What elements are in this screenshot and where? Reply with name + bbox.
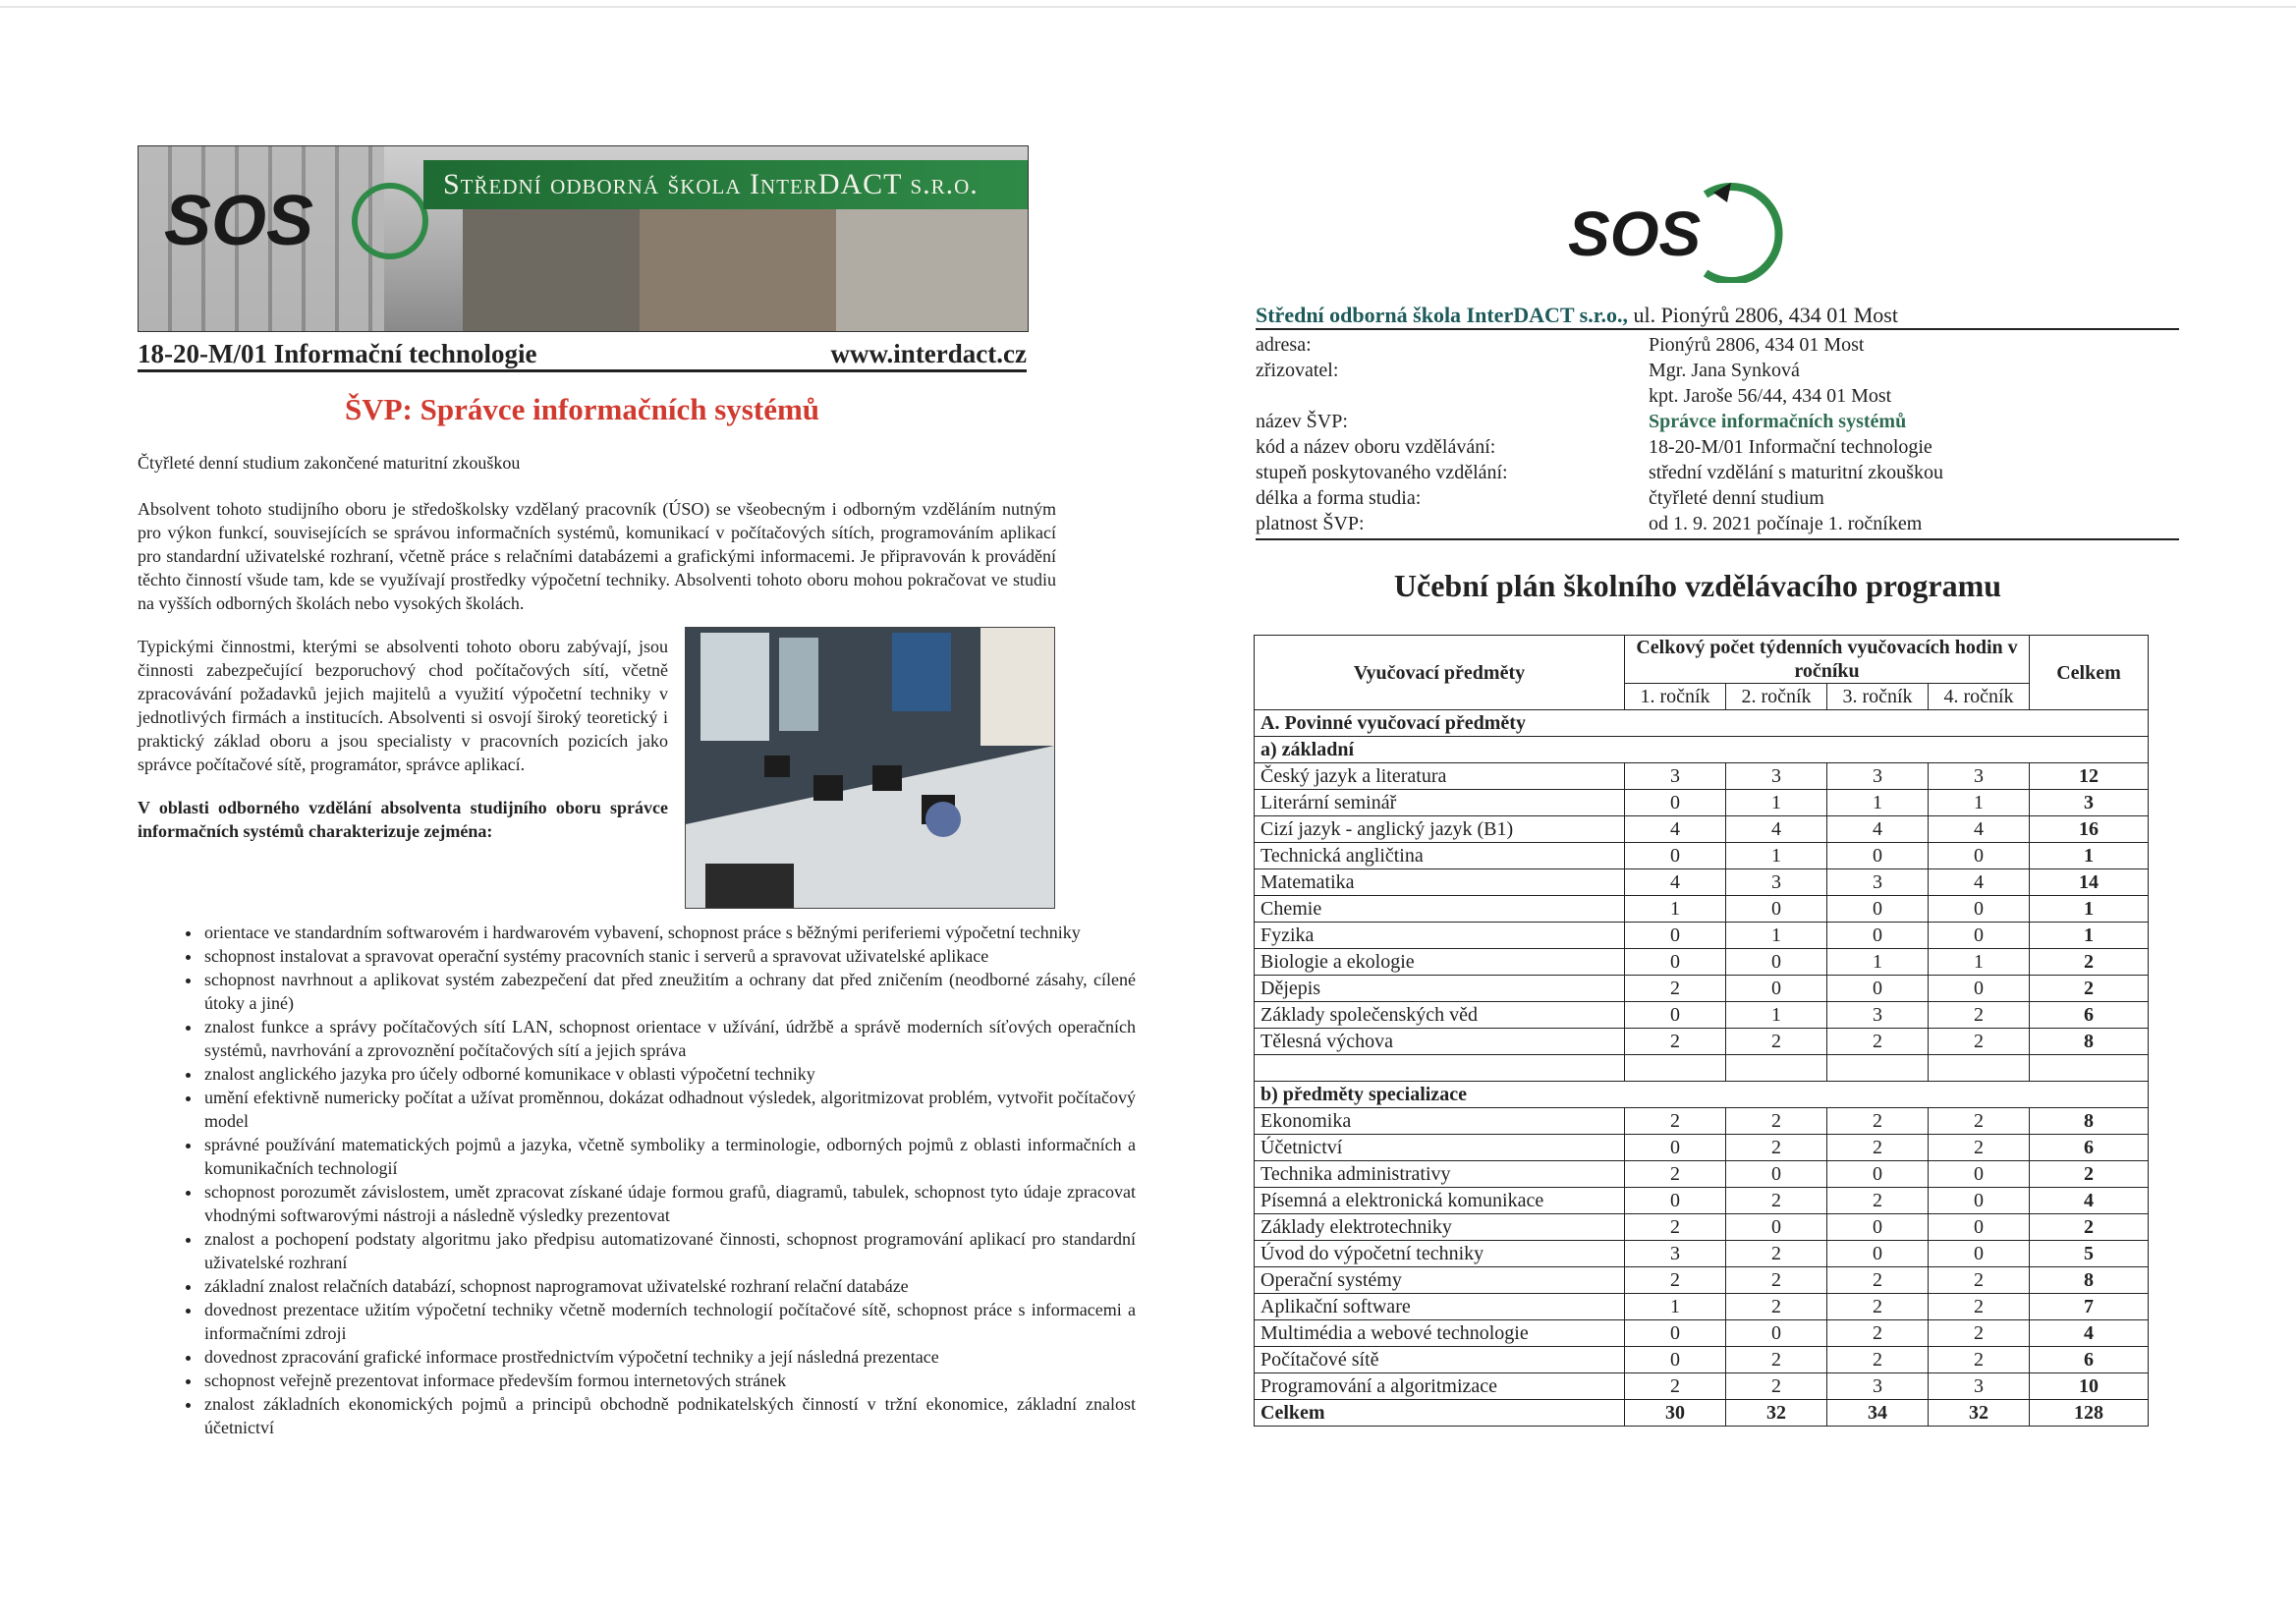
total-cell: 3 [2030, 790, 2149, 816]
hours-cell: 2 [1726, 1294, 1827, 1320]
plan-title: Učební plán školního vzdělávacího programu [1393, 568, 2002, 603]
table-cell [1255, 1055, 1625, 1082]
table-row [1255, 816, 2149, 843]
list-item: • znalost a pochopení podstaty algoritmu jako předpisu automatizované činnosti, schopnost programování aplikací pro standardní uživatelské rozhraní [202, 1227, 1136, 1274]
hours-cell: 0 [1929, 1161, 2030, 1188]
hours-cell: 3 [1827, 1373, 1929, 1400]
hours-cell: 3 [1726, 869, 1827, 896]
subject-name: Cizí jazyk - anglický jazyk (B1) [1255, 816, 1625, 843]
hours-cell: 2 [1726, 1135, 1827, 1161]
hours-cell: 0 [1929, 1241, 2030, 1267]
subject-name: Tělesná výchova [1255, 1029, 1625, 1055]
header-subjects: Vyučovací předměty [1255, 636, 1625, 710]
school-info-block [1256, 332, 2179, 540]
info-label: platnost ŠVP: [1256, 513, 1365, 534]
subject-name: Písemná a elektronická komunikace [1255, 1188, 1625, 1214]
hours-cell: 0 [1625, 1002, 1726, 1029]
table-row [1255, 1347, 2149, 1373]
sos-logo-text: SOS [1568, 198, 1702, 269]
info-value: 18-20-M/01 Informační technologie [1649, 436, 1932, 458]
activities-paragraph: Typickými činnostmi, kterými se absolventi tohoto oboru zabývají, jsou činnosti zabezpečující bezporuchový chod počítačových sítí, včetně zpracovávání požadavků jejich majitelů a využití výpočetní techniky v jednotlivých firmách a institucích. Absolventi si osvojí široký teoretický i praktický základ oboru a jsou specialisty v pracovních pozicích jako správce počítačové sítě, programátor, správce aplikací. [138, 637, 668, 774]
school-name: Střední odborná škola InterDACT s.r.o., [1256, 303, 1628, 327]
group-a [1255, 737, 2149, 763]
hours-cell: 2 [1625, 1108, 1726, 1135]
subject-name: Operační systémy [1255, 1267, 1625, 1294]
table-cell [1625, 1055, 1726, 1082]
subject-name: Ekonomika [1255, 1108, 1625, 1135]
total-cell: 1 [2030, 843, 2149, 869]
hours-cell: 2 [1625, 1161, 1726, 1188]
hours-cell: 1 [1827, 790, 1929, 816]
group-a-label: a) základní [1255, 737, 2149, 763]
hours-cell: 2 [1929, 1347, 2030, 1373]
hours-cell: 0 [1625, 1320, 1726, 1347]
hours-cell: 0 [1625, 949, 1726, 976]
table-row [1255, 1241, 2149, 1267]
hours-cell: 2 [1726, 1267, 1827, 1294]
hours-cell: 0 [1726, 1161, 1827, 1188]
total-cell: 7 [2030, 1294, 2149, 1320]
hours-cell: 1 [1726, 1002, 1827, 1029]
table-row [1255, 1267, 2149, 1294]
total-cell: 8 [2030, 1267, 2149, 1294]
curriculum-table-wrap [1254, 635, 2149, 1427]
hours-cell: 0 [1726, 1320, 1827, 1347]
total-cell: 128 [2030, 1400, 2149, 1427]
hours-cell: 2 [1827, 1320, 1929, 1347]
hours-cell: 0 [1827, 896, 1929, 923]
info-label: zřizovatel: [1256, 360, 1339, 381]
hours-cell: 0 [1827, 1241, 1929, 1267]
activities-section [138, 635, 1056, 915]
table-row [1255, 1294, 2149, 1320]
hours-cell: 2 [1726, 1108, 1827, 1135]
table-row [1255, 1320, 2149, 1347]
total-cell: 12 [2030, 763, 2149, 790]
table-row [1255, 1108, 2149, 1135]
hours-cell: 0 [1929, 976, 2030, 1002]
subject-name: Programování a algoritmizace [1255, 1373, 1625, 1400]
list-item: • správné používání matematických pojmů a jazyka, včetně symboliky a terminologie, odborných pojmů z oblasti informačních a komunikačních technologií [202, 1133, 1136, 1180]
hours-cell: 30 [1625, 1400, 1726, 1427]
hours-cell: 2 [1827, 1108, 1929, 1135]
subject-name: Dějepis [1255, 976, 1625, 1002]
hours-cell: 0 [1726, 949, 1827, 976]
info-row [1256, 511, 2179, 536]
table-cell [1929, 1055, 2030, 1082]
info-row [1256, 383, 2179, 409]
hours-cell: 3 [1929, 763, 2030, 790]
total-cell: 5 [2030, 1241, 2149, 1267]
list-item: • schopnost instalovat a spravovat operační systémy pracovních stanic i serverů a spravovat uživatelské aplikace [202, 944, 1136, 968]
total-cell: 6 [2030, 1135, 2149, 1161]
table-cell [1726, 1055, 1827, 1082]
subject-name: Základy společenských věd [1255, 1002, 1625, 1029]
table-cell [1827, 1055, 1929, 1082]
group-b [1255, 1082, 2149, 1108]
hours-cell: 2 [1726, 1188, 1827, 1214]
header-year: 2. ročník [1726, 684, 1827, 710]
table-spacer-row [1255, 1055, 2149, 1082]
hours-cell: 3 [1726, 763, 1827, 790]
intro-text: Čtyřleté denní studium zakončené maturitní zkouškou [138, 453, 521, 473]
header-banner [138, 145, 1029, 332]
info-value: Pionýrů 2806, 434 01 Most [1649, 334, 1865, 356]
table-row [1255, 790, 2149, 816]
hours-cell: 2 [1929, 1029, 2030, 1055]
hours-cell: 0 [1625, 923, 1726, 949]
hours-cell: 2 [1625, 1267, 1726, 1294]
subject-name: Matematika [1255, 869, 1625, 896]
classroom-photo [685, 627, 1055, 909]
table-row [1255, 976, 2149, 1002]
hours-cell: 2 [1827, 1347, 1929, 1373]
hours-cell: 0 [1827, 1161, 1929, 1188]
hours-cell: 1 [1827, 949, 1929, 976]
hours-cell: 4 [1929, 816, 2030, 843]
hours-cell: 0 [1929, 1188, 2030, 1214]
total-cell: 1 [2030, 896, 2149, 923]
list-item: • schopnost porozumět závislostem, umět zpracovat získané údaje formou grafů, diagramů, tabulek, schopnost tyto údaje zpracovat vhodnými softwarovými nástroji a následně výsledky prezentovat [202, 1180, 1136, 1227]
info-label: stupeň poskytovaného vzdělání: [1256, 462, 1508, 483]
list-item: • schopnost veřejně prezentovat informace především formou internetových stránek [202, 1369, 1136, 1392]
hours-cell: 0 [1726, 1214, 1827, 1241]
svp-title: ŠVP: Správce informačních systémů [344, 392, 820, 426]
info-label [1256, 383, 1649, 409]
list-item: • znalost funkce a správy počítačových sítí LAN, schopnost orientace v užívání, údržbě a správě moderních síťových operačních systémů, navrhování a zprovoznění počítačových sítí a jejich správa [202, 1015, 1136, 1062]
hours-cell: 2 [1827, 1294, 1929, 1320]
table-row [1255, 1373, 2149, 1400]
table-cell [2030, 1055, 2149, 1082]
hours-cell: 2 [1929, 1135, 2030, 1161]
subject-name: Základy elektrotechniky [1255, 1214, 1625, 1241]
hours-cell: 2 [1625, 976, 1726, 1002]
hours-cell: 2 [1827, 1135, 1929, 1161]
list-item: • znalost anglického jazyka pro účely odborné komunikace v oblasti výpočetní techniky [202, 1062, 1136, 1086]
table-row [1255, 843, 2149, 869]
subject-name: Literární seminář [1255, 790, 1625, 816]
info-row [1256, 460, 2179, 485]
school-header-line [1256, 303, 2179, 330]
hours-cell: 2 [1625, 1373, 1726, 1400]
hours-cell: 2 [1827, 1188, 1929, 1214]
info-label: název ŠVP: [1256, 411, 1348, 432]
hours-cell: 1 [1929, 949, 2030, 976]
hours-cell: 3 [1827, 869, 1929, 896]
subject-name: Biologie a ekologie [1255, 949, 1625, 976]
hours-cell: 2 [1625, 1029, 1726, 1055]
hours-cell: 0 [1726, 976, 1827, 1002]
left-page [138, 145, 1136, 1439]
hours-cell: 2 [1726, 1029, 1827, 1055]
list-item: • dovednost prezentace užitím výpočetní techniky včetně moderních technologií počítačové sítě, schopnost práce s informacemi a informačními zdroji [202, 1298, 1136, 1345]
code-website-line [138, 338, 1027, 372]
table-row [1255, 1188, 2149, 1214]
total-cell: 2 [2030, 1214, 2149, 1241]
header-year: 1. ročník [1625, 684, 1726, 710]
subject-name: Multimédia a webové technologie [1255, 1320, 1625, 1347]
hours-cell: 0 [1827, 976, 1929, 1002]
hours-cell: 0 [1827, 843, 1929, 869]
school-address: ul. Pionýrů 2806, 434 01 Most [1627, 303, 1898, 327]
activities-text [138, 635, 668, 843]
subject-name: Účetnictví [1255, 1135, 1625, 1161]
hours-cell: 0 [1625, 1347, 1726, 1373]
hours-cell: 0 [1625, 1188, 1726, 1214]
total-cell: 8 [2030, 1108, 2149, 1135]
photo-masks [640, 209, 836, 331]
subject-name: Český jazyk a literatura [1255, 763, 1625, 790]
hours-cell: 3 [1929, 1373, 2030, 1400]
hours-cell: 1 [1726, 923, 1827, 949]
hours-cell: 3 [1827, 1002, 1929, 1029]
list-item: • dovednost zpracování grafické informace prostřednictvím výpočetní techniky a její následná prezentace [202, 1345, 1136, 1369]
hours-cell: 3 [1625, 1241, 1726, 1267]
hours-cell: 2 [1929, 1267, 2030, 1294]
table-row [1255, 949, 2149, 976]
list-item: • znalost základních ekonomických pojmů a principů obchodně podnikatelských činností v tržní ekonomice, základní znalost účetnictví [202, 1392, 1136, 1439]
header-weekly-hours: Celkový počet týdenních vyučovacích hodin v ročníku [1625, 636, 2030, 684]
hours-cell: 2 [1929, 1294, 2030, 1320]
total-cell: 1 [2030, 923, 2149, 949]
table-row [1255, 896, 2149, 923]
subject-name: Aplikační software [1255, 1294, 1625, 1320]
subject-name: Technika administrativy [1255, 1161, 1625, 1188]
hours-cell: 3 [1827, 763, 1929, 790]
total-cell: 6 [2030, 1002, 2149, 1029]
hours-cell: 0 [1625, 1135, 1726, 1161]
photo-lab [836, 209, 1028, 331]
info-value: Mgr. Jana Synková [1649, 360, 1800, 381]
list-item: • umění efektivně numericky počítat a užívat proměnnou, dokázat odhadnout výsledek, algoritmizovat problém, vytvořit počítačový model [202, 1086, 1136, 1133]
section-a-label: A. Povinné vyučovací předměty [1255, 710, 2149, 737]
skills-list [138, 921, 1136, 1439]
total-cell: 2 [2030, 949, 2149, 976]
hours-cell: 2 [1726, 1373, 1827, 1400]
info-label: kód a název oboru vzdělávání: [1256, 436, 1496, 458]
hours-cell: 0 [1929, 896, 2030, 923]
table-row [1255, 1029, 2149, 1055]
list-item: • schopnost navrhnout a aplikovat systém zabezpečení dat před zneužitím a ochrany dat před zničením (neodborné zásahy, cílené útoky a jiné) [202, 968, 1136, 1015]
total-cell: 2 [2030, 976, 2149, 1002]
total-cell: 6 [2030, 1347, 2149, 1373]
sos-logo-text: SOS [164, 182, 314, 260]
info-value: střední vzdělání s maturitní zkouškou [1649, 462, 1943, 483]
hours-cell: 0 [1929, 843, 2030, 869]
info-label: adresa: [1256, 334, 1312, 356]
info-row [1256, 358, 2179, 383]
list-item: • základní znalost relačních databází, schopnost naprogramovat uživatelské rozhraní relační databáze [202, 1274, 1136, 1298]
hours-cell: 0 [1726, 896, 1827, 923]
table-row [1255, 923, 2149, 949]
hours-cell: 4 [1625, 869, 1726, 896]
hours-cell: 2 [1726, 1347, 1827, 1373]
info-row [1256, 434, 2179, 460]
total-cell: 10 [2030, 1373, 2149, 1400]
hours-cell: 2 [1726, 1241, 1827, 1267]
top-border-line [0, 6, 2296, 8]
header-total: Celkem [2030, 636, 2149, 710]
info-value: od 1. 9. 2021 počínaje 1. ročníkem [1649, 513, 1923, 534]
subject-name: Chemie [1255, 896, 1625, 923]
table-row [1255, 1161, 2149, 1188]
sos-logo [1558, 175, 1790, 283]
hours-cell: 0 [1625, 790, 1726, 816]
info-value: čtyřleté denní studium [1649, 487, 1824, 509]
hours-cell: 2 [1827, 1267, 1929, 1294]
table-row [1255, 1002, 2149, 1029]
table-row [1255, 869, 2149, 896]
table-row [1255, 1214, 2149, 1241]
hours-cell: 2 [1827, 1029, 1929, 1055]
hours-cell: 1 [1625, 1294, 1726, 1320]
info-value: Správce informačních systémů [1649, 411, 1907, 432]
hours-cell: 2 [1929, 1320, 2030, 1347]
sos-logo [154, 176, 449, 264]
hours-cell: 3 [1625, 763, 1726, 790]
subject-name: Technická angličtina [1255, 843, 1625, 869]
hours-cell: 32 [1929, 1400, 2030, 1427]
hours-cell: 1 [1726, 790, 1827, 816]
total-cell: 8 [2030, 1029, 2149, 1055]
hours-cell: 1 [1929, 790, 2030, 816]
hours-cell: 4 [1929, 869, 2030, 896]
hours-cell: 34 [1827, 1400, 1929, 1427]
subject-name: Počítačové sítě [1255, 1347, 1625, 1373]
subject-name: Úvod do výpočetní techniky [1255, 1241, 1625, 1267]
total-cell: 4 [2030, 1320, 2149, 1347]
hours-cell: 0 [1827, 1214, 1929, 1241]
hours-cell: 4 [1827, 816, 1929, 843]
banner-title: Střední odborná škola InterDACT s.r.o. [443, 168, 979, 200]
info-label: délka a forma studia: [1256, 487, 1422, 509]
hours-cell: 4 [1726, 816, 1827, 843]
table-row [1255, 763, 2149, 790]
hours-cell: 0 [1929, 923, 2030, 949]
graduate-description: Absolvent tohoto studijního oboru je středoškolsky vzdělaný pracovník (ÚSO) se všeobecným i odborným vzděláním nutným pro výkon funkcí, souvisejících se správou informačních systémů, komunikací v počítačových sítích, programováním aplikací pro standardní uživatelské rozhraní, včetně práce s relačními databázemi a grafickými informacemi. Je připravován k provádění těchto činností všude tam, kde se využívají prostředky výpočetní techniky. Absolventi tohoto oboru mohou pokračovat ve studiu na vyšších odborných školách nebo vysokých školách. [138, 499, 1056, 613]
program-code: 18-20-M/01 Informační technologie [138, 339, 537, 368]
hours-cell: 2 [1929, 1108, 2030, 1135]
header-year: 3. ročník [1827, 684, 1929, 710]
characteristics-heading: V oblasti odborného vzdělání absolventa studijního oboru správce informačních systémů charakterizuje zejména: [138, 798, 668, 841]
total-row [1255, 1400, 2149, 1427]
info-row [1256, 409, 2179, 434]
photo-students [463, 209, 640, 331]
total-cell: 16 [2030, 816, 2149, 843]
hours-cell: 1 [1726, 843, 1827, 869]
hours-cell: 4 [1625, 816, 1726, 843]
total-cell: 4 [2030, 1188, 2149, 1214]
hours-cell: 32 [1726, 1400, 1827, 1427]
group-b-label: b) předměty specializace [1255, 1082, 2149, 1108]
total-cell: 2 [2030, 1161, 2149, 1188]
section-a [1255, 710, 2149, 737]
hours-cell: 2 [1625, 1214, 1726, 1241]
total-cell: 14 [2030, 869, 2149, 896]
hours-cell: 0 [1929, 1214, 2030, 1241]
table-row [1255, 1135, 2149, 1161]
hours-cell: 2 [1929, 1002, 2030, 1029]
list-item: • orientace ve standardním softwarovém i hardwarovém vybavení, schopnost práce s běžnými periferiemi výpočetní techniky [202, 921, 1136, 944]
info-row [1256, 485, 2179, 511]
header-year: 4. ročník [1929, 684, 2030, 710]
hours-cell: 0 [1625, 843, 1726, 869]
subject-name: Celkem [1255, 1400, 1625, 1427]
curriculum-table [1254, 635, 2149, 1427]
hours-cell: 0 [1827, 923, 1929, 949]
subject-name: Fyzika [1255, 923, 1625, 949]
info-row [1256, 332, 2179, 358]
hours-cell: 1 [1625, 896, 1726, 923]
website-link[interactable]: www.interdact.cz [830, 339, 1027, 368]
info-value: kpt. Jaroše 56/44, 434 01 Most [1649, 385, 1892, 407]
